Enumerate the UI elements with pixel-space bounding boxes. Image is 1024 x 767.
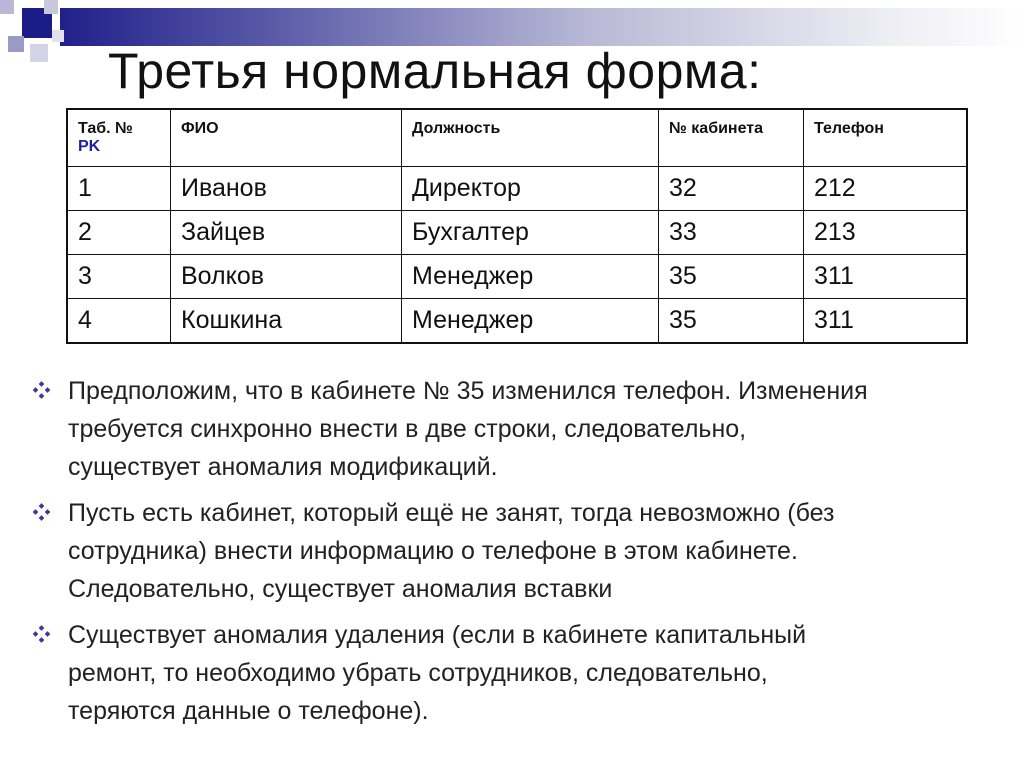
cell-office: 35 xyxy=(659,299,804,344)
header-tab-no-label: Таб. № xyxy=(78,120,133,137)
cell-fio: Волков xyxy=(171,255,402,299)
page-title: Третья нормальная форма: xyxy=(108,43,762,99)
decor-square xyxy=(52,30,64,42)
cell-fio: Кошкина xyxy=(171,299,402,344)
cell-tab-no: 1 xyxy=(67,167,171,211)
diamond-bullet-icon xyxy=(30,501,52,523)
table-header-row xyxy=(67,109,967,167)
cell-position: Менеджер xyxy=(402,255,659,299)
bullet-item xyxy=(30,494,990,608)
cell-office: 32 xyxy=(659,167,804,211)
decor-square xyxy=(30,44,48,62)
table-row xyxy=(67,255,967,299)
cell-tab-no: 2 xyxy=(67,211,171,255)
bullet-line: Существует аномалия удаления (если в кабинете капитальный xyxy=(68,621,807,649)
decor-square xyxy=(0,0,14,14)
cell-phone: 311 xyxy=(804,299,968,344)
cell-position: Бухгалтер xyxy=(402,211,659,255)
bullet-item xyxy=(30,616,990,730)
table-row xyxy=(67,299,967,344)
decor-square xyxy=(8,36,24,52)
header-phone: Телефон xyxy=(804,109,968,167)
cell-office: 33 xyxy=(659,211,804,255)
diamond-bullet-icon xyxy=(30,379,52,401)
decor-square xyxy=(44,0,58,14)
bullet-item xyxy=(30,372,990,486)
cell-fio: Зайцев xyxy=(171,211,402,255)
header-pk-label: PK xyxy=(78,138,101,155)
bullet-line: Предположим, что в кабинете № 35 изменился телефон. Изменения xyxy=(68,377,868,405)
header-position: Должность xyxy=(402,109,659,167)
table-row xyxy=(67,167,967,211)
header-tab-no xyxy=(67,109,171,167)
bullet-list xyxy=(30,372,990,738)
cell-tab-no: 3 xyxy=(67,255,171,299)
bullet-line: требуется синхронно внести в две строки, следовательно, xyxy=(68,415,747,443)
cell-tab-no: 4 xyxy=(67,299,171,344)
employee-table xyxy=(66,108,968,344)
diamond-bullet-icon xyxy=(30,623,52,645)
cell-phone: 213 xyxy=(804,211,968,255)
cell-phone: 311 xyxy=(804,255,968,299)
header-office: № кабинета xyxy=(659,109,804,167)
header-fio: ФИО xyxy=(171,109,402,167)
bullet-line: сотрудника) внести информацию о телефоне в этом кабинете. xyxy=(68,537,798,565)
cell-office: 35 xyxy=(659,255,804,299)
bullet-line: ремонт, то необходимо убрать сотрудников, следовательно, xyxy=(68,659,768,687)
bullet-line: Следовательно, существует аномалия вставки xyxy=(68,575,613,603)
bullet-line: теряются данные о телефоне). xyxy=(68,697,429,725)
title-gradient-band xyxy=(60,8,1024,46)
cell-fio: Иванов xyxy=(171,167,402,211)
bullet-line: существует аномалия модификаций. xyxy=(68,453,498,481)
cell-position: Директор xyxy=(402,167,659,211)
cell-position: Менеджер xyxy=(402,299,659,344)
cell-phone: 212 xyxy=(804,167,968,211)
bullet-line: Пусть есть кабинет, который ещё не занят, тогда невозможно (без xyxy=(68,499,835,527)
table-row xyxy=(67,211,967,255)
